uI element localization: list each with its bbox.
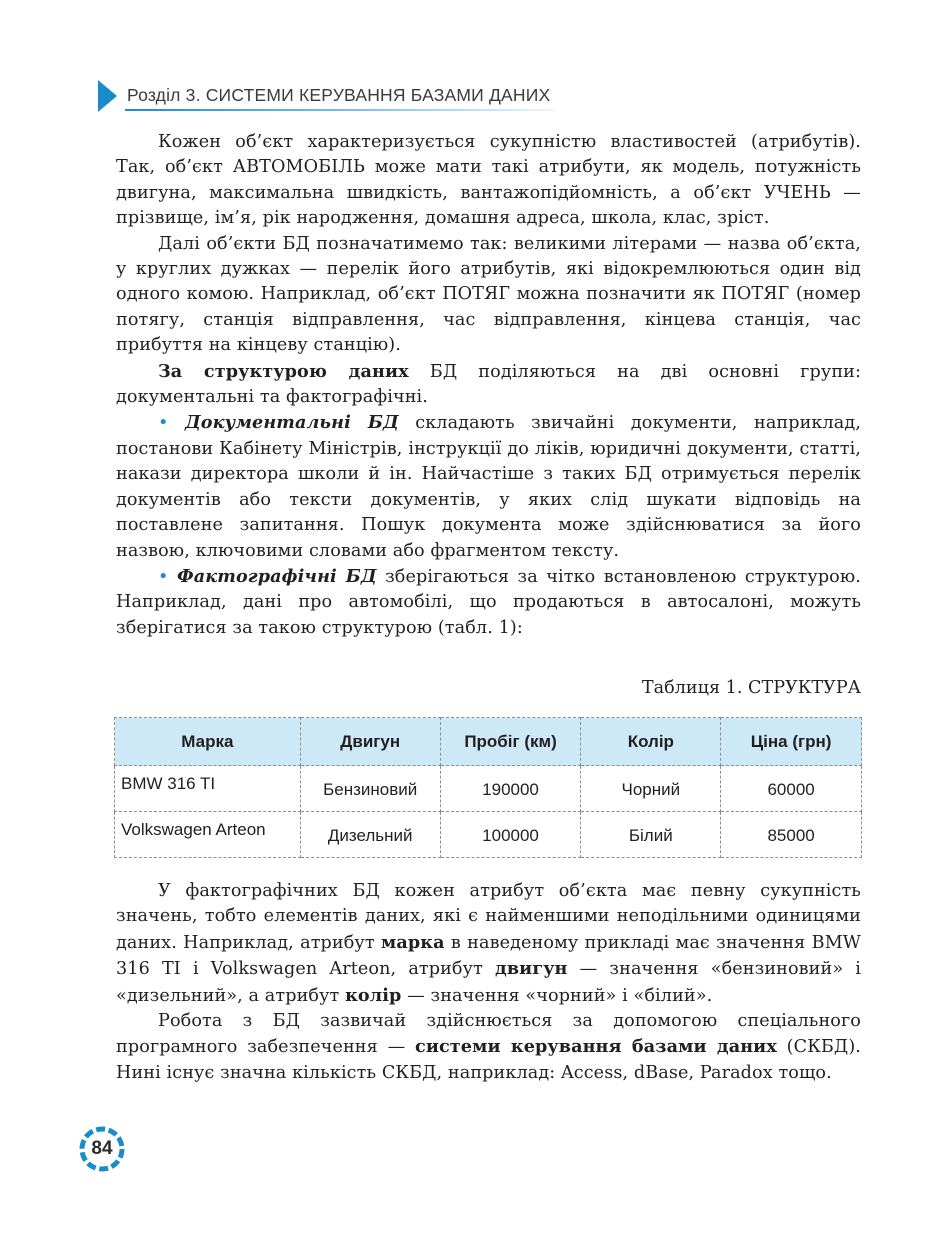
paragraph-text: (СКБД). Нині існує значна кількість СКБД, наприклад: Access, dBase, Paradox тощо. (116, 1037, 861, 1083)
main-text-top (116, 130, 861, 641)
structure-table (114, 717, 862, 858)
table-cell: Volkswagen Arteon (115, 812, 301, 858)
bold-term: колір (345, 984, 402, 1006)
bullet-term: Фактографічні БД (176, 565, 377, 587)
paragraph-dbms (116, 1009, 861, 1086)
table-cell: Дизельний (300, 812, 440, 858)
main-text-bottom (116, 879, 861, 1086)
bold-term: двигун (495, 958, 568, 980)
paragraph-text: — значення «бензиновий» і «дизельний», а атрибут (116, 959, 862, 1006)
paragraph-text: У фактографічних БД кожен атрибут об’єкта має певну сукупність значень, тобто елементів даних, які є найменшими неподільними одиницями даних. Наприклад, атрибут (116, 881, 861, 953)
paragraph-structure (116, 359, 861, 411)
bold-term: марка (381, 931, 445, 953)
running-header (98, 80, 558, 112)
bullet-dot-icon: • (158, 413, 169, 434)
bold-term: За структурою даних (158, 360, 409, 382)
header-underline (125, 109, 555, 111)
table-cell: Чорний (581, 766, 721, 812)
page-number-badge (79, 1126, 125, 1172)
paragraph-text: — значення «чорний» і «білий». (401, 985, 713, 1006)
bold-term: системи керування базами даних (415, 1036, 777, 1058)
bullet-documentary (116, 410, 861, 563)
column-header: Двигун (300, 718, 440, 766)
bullet-text: складають звичайні документи, наприклад, постанови Кабінету Міністрів, інструкції до ліків, юридичні документи, статті, накази директора школи й ін. Найчастіше з таких БД отримується перелік документів або тексти документів, у яких слід шукати відповідь на поставлене запитання. Пошук документа може здійснюватися за його назвою, ключовими словами або фрагментом тексту. (116, 413, 862, 561)
paragraph-attributes: Кожен об’єкт характеризується сукупністю властивостей (атрибутів). Так, об’єкт АВТОМОБІЛЬ може мати такі атрибути, як модель, потужність двигуна, максимальна швидкість, вантажопідйомність, а об’єкт УЧЕНЬ — прізвище, ім’я, рік народження, домашня адреса, школа, клас, зріст. (116, 132, 861, 229)
column-header: Колір (581, 718, 721, 766)
paragraph-values (116, 879, 861, 1009)
table-cell: 85000 (721, 812, 862, 858)
bullet-factographic (116, 564, 861, 641)
table-cell: 60000 (721, 766, 862, 812)
chapter-arrow-icon (98, 80, 117, 112)
table-header-row (115, 718, 862, 766)
table-cell: Білий (581, 812, 721, 858)
bullet-term: Документальні БД (184, 412, 399, 434)
column-header: Марка (115, 718, 301, 766)
table-cell: 190000 (440, 766, 581, 812)
bullet-text: зберігаються за чітко встановленою структурою. Наприклад, дані про автомобілі, що продаються в автосалоні, можуть зберігатися за такою структурою (табл. 1): (116, 566, 861, 638)
paragraph-notation: Далі об’єкти БД позначатимемо так: великими літерами — назва об’єкта, у круглих дужках — перелік його атрибутів, які відокремлюються один від одного комою. Наприклад, об’єкт ПОТЯГ можна позначити як ПОТЯГ (номер потягу, станція відправлення, час відправлення, кінцева станція, час прибуття на кінцеву станцію). (116, 233, 861, 356)
page-number: 84 (91, 1138, 113, 1159)
table-cell: BMW 316 TI (115, 766, 301, 812)
table-row (115, 766, 862, 812)
table-cell: Бензиновий (300, 766, 440, 812)
column-header: Пробіг (км) (440, 718, 581, 766)
chapter-title: Розділ 3. СИСТЕМИ КЕРУВАННЯ БАЗАМИ ДАНИХ (127, 85, 551, 105)
paragraph-text: БД поділяються на дві основні групи: документальні та фактографічні. (116, 361, 861, 408)
paragraph-text: в наведеному прикладі має значення BMW 316 TI і Volkswagen Arteon, атрибут (116, 932, 861, 980)
table-cell: 100000 (440, 812, 581, 858)
paragraph-text: Робота з БД зазвичай здійснюється за допомогою спеціального програмного забезпечення — (116, 1011, 861, 1058)
table-row (115, 812, 862, 858)
table-caption: Таблиця 1. СТРУКТУРА (641, 678, 861, 698)
column-header: Ціна (грн) (721, 718, 862, 766)
bullet-dot-icon: • (158, 566, 169, 587)
